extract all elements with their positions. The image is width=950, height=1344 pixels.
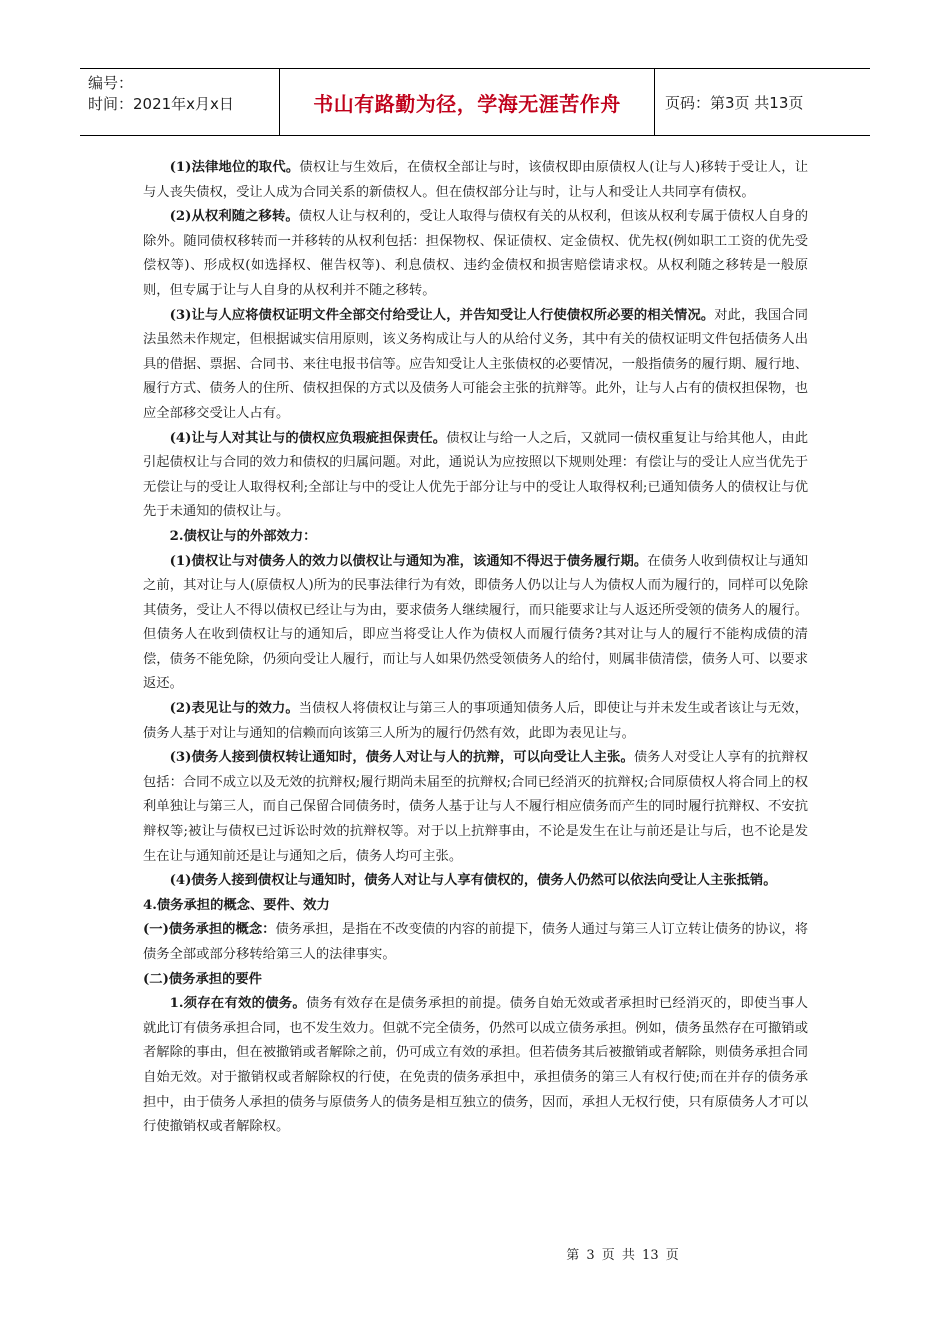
document-date: 时间：2021年x月x日	[88, 95, 234, 113]
paragraph-heading: (1)债权让与对债务人的效力以债权让与通知为准，该通知不得迟于债务履行期。	[169, 553, 648, 569]
paragraph	[143, 427, 808, 525]
paragraph	[143, 205, 808, 303]
paragraph-heading: (3)债务人接到债权转让通知时，债务人对让与人的抗辩，可以向受让人主张。	[169, 750, 634, 766]
paragraph	[143, 918, 808, 967]
paragraph-heading: (2)表见让与的效力。	[169, 701, 299, 717]
paragraph	[143, 746, 808, 869]
header-motto: 书山有路勤为径，学海无涯苦作舟	[280, 69, 655, 135]
paragraph-text: 在债务人收到债权让与通知之前，其对让与人(原债权人)所为的民事法律行为有效，即债务人仍以让与人为债权人而为履行的，同样可以免除其债务，受让人不得以债权已经让与为由，要求债务人继续履行，而只能要求让与人返还所受领的债务人的履行。但债务人在收到债权让与的通知后，即应当将受让人作为债权人而履行债务?其对让与人的履行不能构成债的清偿，债务不能免除，仍须向受让人履行，而让与人如果仍然受领债务人的给付，则属非债清偿，债务人可、以要求返还。	[143, 553, 809, 692]
paragraph-heading: (4)让与人对其让与的债权应负瑕疵担保责任。	[169, 430, 447, 446]
header-meta	[80, 69, 280, 135]
paragraph-heading: (1)法律地位的取代。	[169, 160, 300, 175]
paragraph-heading: 2.债权让与的外部效力：	[169, 528, 317, 544]
paragraph	[143, 992, 808, 1140]
paragraph-heading: 1.须存在有效的债务。	[169, 996, 306, 1012]
page-footer: 第 3 页 共 13 页	[566, 1248, 679, 1263]
paragraph-heading: 4.债务承担的概念、要件、效力	[143, 897, 330, 913]
paragraph-heading: (4)债务人接到债权让与通知时，债务人对让与人享有债权的，债务人仍然可以依法向受让人主张抵销。	[169, 873, 777, 889]
paragraph-text: 债权让与给一人之后，又就同一债权重复让与给其他人，由此引起债权让与合同的效力和债权的归属问题。对此，通说认为应按照以下规则处理：有偿让与的受让人应当优先于无偿让与的受让人取得权利;全部让与中的受让人优先于部分让与中的受让人取得权利;已通知债务人的债权让与优先于未通知的债权让与。	[143, 430, 808, 520]
paragraph-text: 债权人让与权利的，受让人取得与债权有关的从权利，但该从权利专属于债权人自身的除外。随同债权移转而一并移转的从权利包括：担保物权、保证债权、定金债权、优先权(例如职工工资的优先受偿权等)、形成权(如选择权、催告权等)、利息债权、违约金债权和损害赔偿请求权。从权利随之移转是一般原则，但专属于让与人自身的从权利并不随之移转。	[143, 209, 808, 298]
section-heading	[143, 525, 808, 550]
paragraph-heading: (二)债务承担的要件	[143, 971, 262, 987]
paragraph-text: 债权让与生效后，在债权全部让与时，该债权即由原债权人(让与人)移转于受让人，让与人丧失债权，受让人成为合同关系的新债权人。但在债权部分让与时，让与人和受让人共同享有债权。	[143, 160, 809, 200]
document-number: 编号：	[88, 74, 134, 92]
page-header	[80, 68, 870, 136]
document-body	[143, 156, 808, 1140]
paragraph-heading: (2)从权利随之移转。	[169, 209, 299, 225]
header-page-info: 页码：第3页 共13页	[665, 93, 804, 112]
section-heading	[143, 968, 808, 993]
paragraph-text: 债务有效存在是债务承担的前提。债务自始无效或者承担时已经消灭的，即使当事人就此订有债务承担合同，也不发生效力。但就不完全债务，仍然可以成立债务承担。例如，债务虽然存在可撤销或者解除的事由，但在被撤销或者解除之前，仍可成立有效的承担。但若债务其后被撤销或者解除，则债务承担合同自始无效。对于撤销权或者解除权的行使，在免责的债务承担中，承担债务的第三人有权行使;而在并存的债务承担中，由于债务人承担的债务与原债务人的债务是相互独立的债务，因而，承担人无权行使，只有原债务人才可以行使撤销权或者解除权。	[143, 996, 809, 1135]
paragraph-text: 债务承担，是指在不改变债的内容的前提下，债务人通过与第三人订立转让债务的协议，将债务全部或部分移转给第三人的法律事实。	[143, 922, 808, 962]
paragraph	[143, 156, 808, 205]
paragraph	[143, 697, 808, 746]
paragraph-heading: (3)让与人应将债权证明文件全部交付给受让人，并告知受让人行使债权所必要的相关情况。	[169, 307, 715, 323]
paragraph	[143, 550, 808, 698]
paragraph	[143, 869, 808, 894]
paragraph-heading: (一)债务承担的概念：	[143, 922, 276, 938]
paragraph-text: 债务人对受让人享有的抗辩权包括：合同不成立以及无效的抗辩权;履行期尚未届至的抗辩权;合同已经消灭的抗辩权;合同原债权人将合同上的权利单独让与第三人，而自己保留合同债务时，债务人基于让与人不履行相应债务而产生的同时履行抗辩权、不安抗辩权等;被让与债权已过诉讼时效的抗辩权等。对于以上抗辩事由，不论是发生在让与前还是让与后，也不论是发生在让与通知前还是让与通知之后，债务人均可主张。	[143, 750, 808, 864]
section-heading	[143, 894, 808, 919]
paragraph-text: 对此，我国合同法虽然未作规定，但根据诚实信用原则，该义务构成让与人的从给付义务，其中有关的债权证明文件包括债务人出具的借据、票据、合同书、来往电报书信等。应告知受让人主张债权的必要情况，一般指债务的履行期、履行地、履行方式、债务人的住所、债权担保的方式以及债务人可能会主张的抗辩等。此外，让与人占有的债权担保物，也应全部移交受让人占有。	[143, 307, 808, 421]
paragraph	[143, 304, 808, 427]
paragraph-text: 当债权人将债权让与第三人的事项通知债务人后，即使让与并未发生或者该让与无效，债务人基于对让与通知的信赖而向该第三人所为的履行仍然有效，此即为表见让与。	[143, 701, 808, 741]
